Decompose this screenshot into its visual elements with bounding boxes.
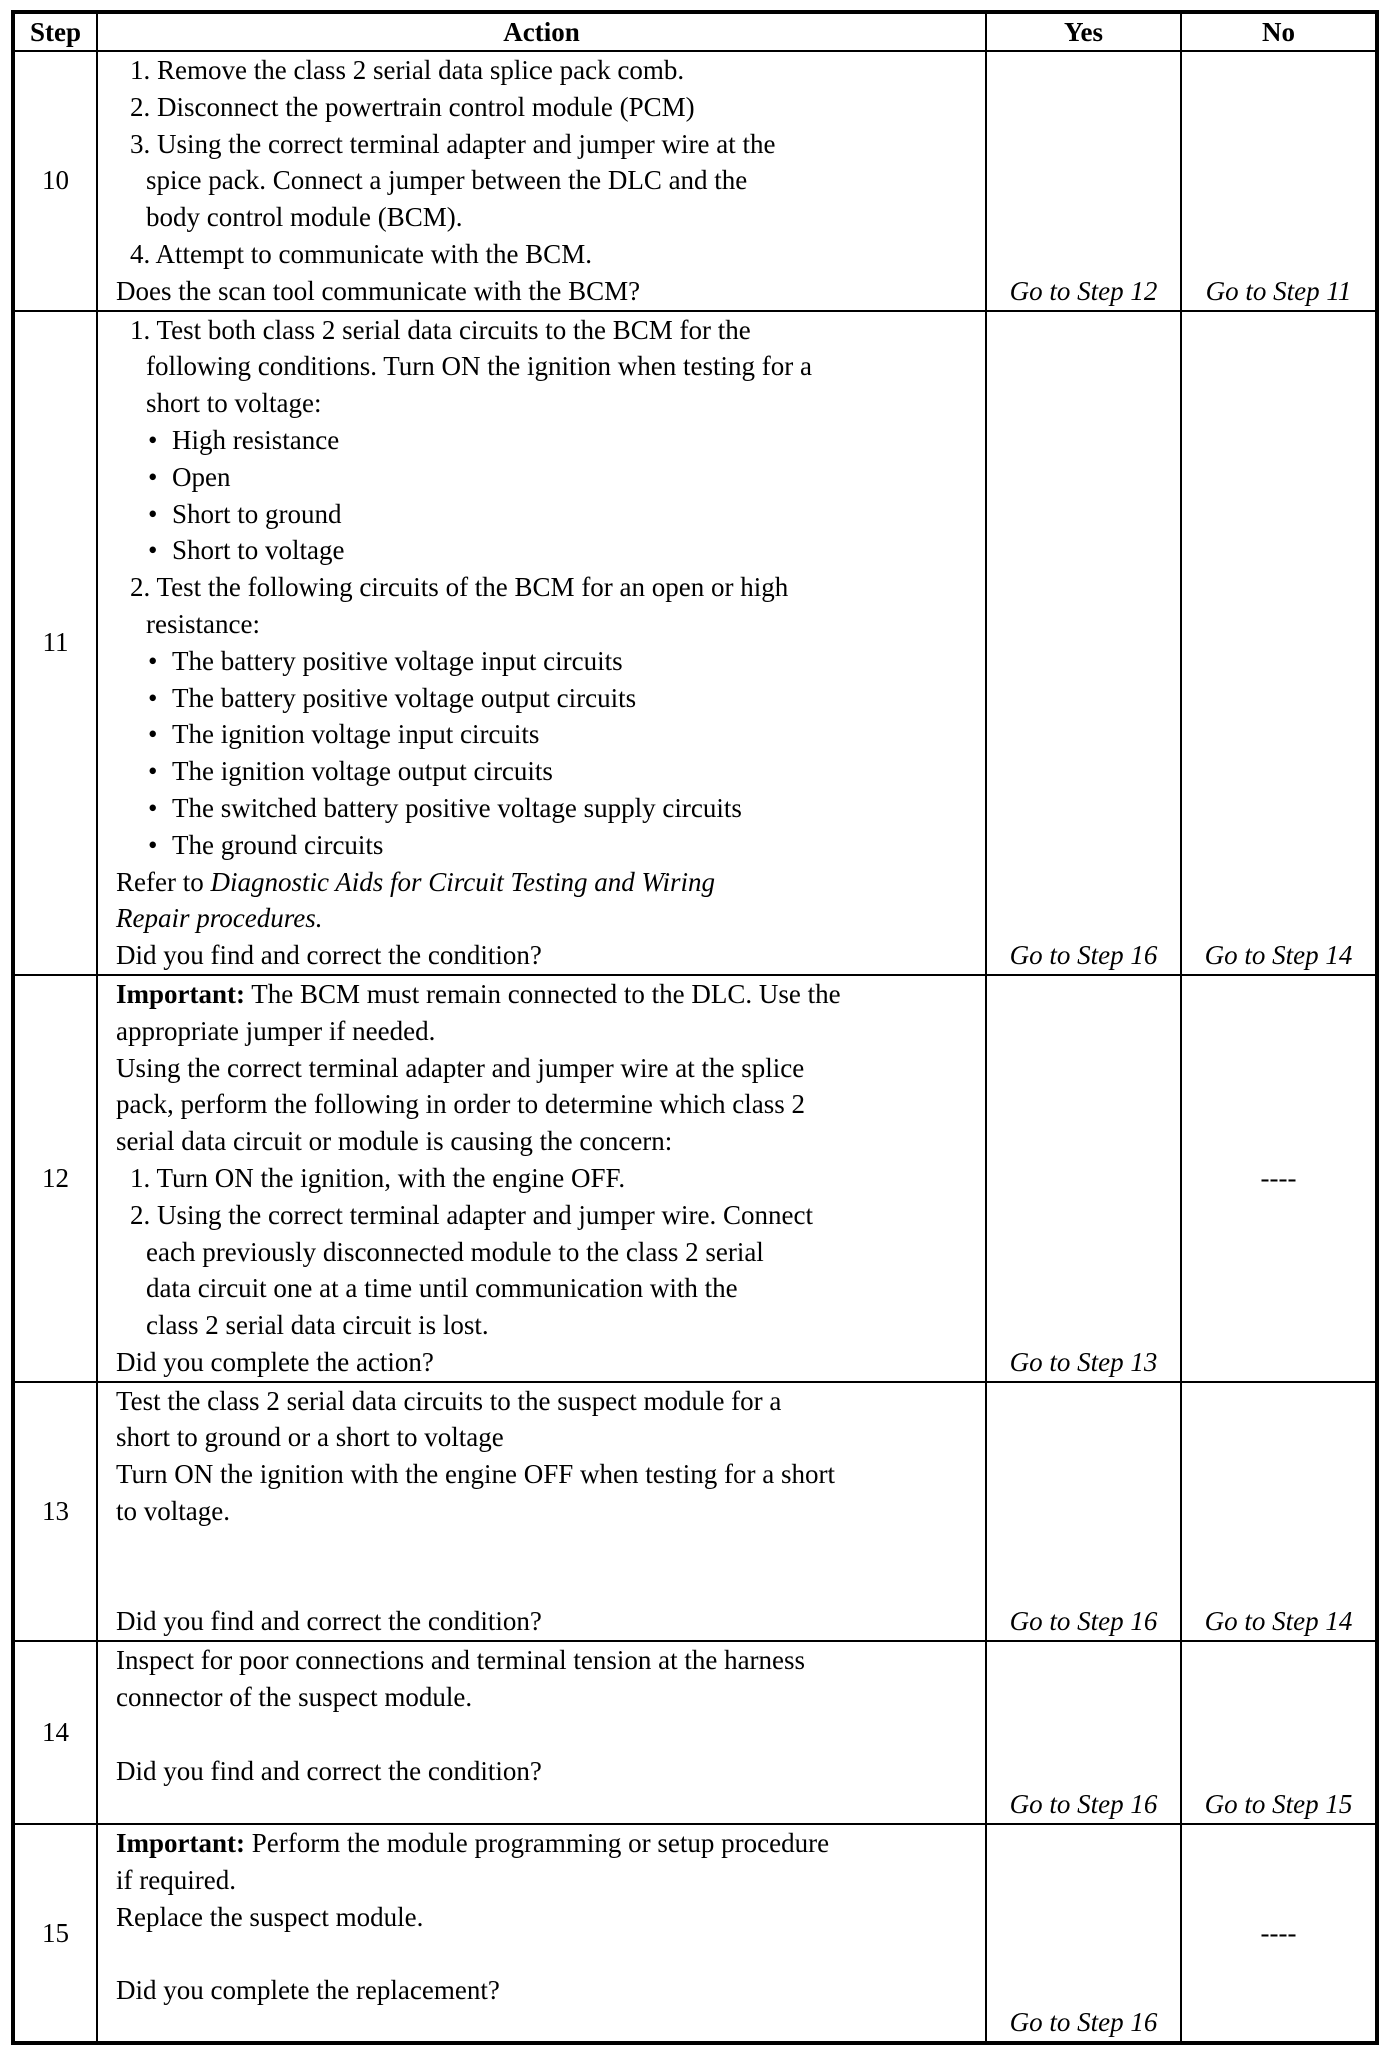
action-question: Did you find and correct the condition? (116, 1755, 542, 1786)
table-row (13, 311, 1377, 975)
bullet-icon: • (148, 829, 158, 860)
yes-result: Go to Step 16 (986, 311, 1181, 975)
header-yes: Yes (986, 12, 1181, 51)
action-line: 4. Attempt to communicate with the BCM. (130, 238, 592, 269)
action-line: class 2 serial data circuit is lost. (146, 1310, 489, 1341)
action-text (97, 1641, 986, 1824)
action-line: short to voltage: (146, 388, 322, 419)
action-line: spice pack. Connect a jumper between the DLC and the (146, 165, 748, 196)
bullet-item: • The battery positive voltage input circuits (116, 643, 985, 680)
no-result: Go to Step 15 (1181, 1641, 1377, 1824)
bullet-icon: • (148, 756, 158, 787)
table-row (13, 1824, 1377, 2043)
action-text (97, 311, 986, 975)
step-number: 14 (13, 1641, 97, 1824)
action-question: Did you complete the replacement? (116, 1975, 500, 2006)
action-question: Does the scan tool communicate with the BCM? (116, 275, 641, 306)
action-line: appropriate jumper if needed. (116, 1015, 436, 1046)
bullet-item: • Short to ground (116, 496, 985, 533)
no-result: Go to Step 14 (1181, 311, 1377, 975)
bullet-item: • The ignition voltage output circuits (116, 753, 985, 790)
action-line: 1. Turn ON the ignition, with the engine OFF. (130, 1162, 626, 1193)
reference-line: Refer to Diagnostic Aids for Circuit Testing and Wiring (116, 866, 716, 897)
action-line: 2. Test the following circuits of the BCM for an open or high (130, 572, 789, 603)
action-question: Did you complete the action? (116, 1346, 434, 1377)
important-label: Important: (116, 1828, 245, 1859)
action-line: Replace the suspect module. (116, 1901, 424, 1932)
header-step: Step (13, 12, 97, 51)
action-line: Inspect for poor connections and terminal tension at the harness (116, 1645, 806, 1676)
diagnostic-table (11, 10, 1379, 2045)
action-text (97, 1824, 986, 2043)
action-line: Test the class 2 serial data circuits to the suspect module for a (116, 1385, 782, 1416)
action-line: serial data circuit or module is causing the concern: (116, 1126, 673, 1157)
header-action: Action (97, 12, 986, 51)
bullet-item: • High resistance (116, 422, 985, 459)
table-row (13, 1641, 1377, 1824)
important-note: Important: The BCM must remain connected to the DLC. Use the (116, 978, 841, 1009)
header-row (13, 12, 1377, 51)
bullet-icon: • (148, 682, 158, 713)
important-label: Important: (116, 978, 245, 1009)
yes-result: Go to Step 12 (986, 51, 1181, 311)
bullet-item: • The ignition voltage input circuits (116, 716, 985, 753)
no-result: Go to Step 14 (1181, 1382, 1377, 1642)
action-line: Using the correct terminal adapter and jumper wire at the splice (116, 1052, 805, 1083)
bullet-icon: • (148, 719, 158, 750)
action-line: to voltage. (116, 1496, 230, 1527)
no-result: Go to Step 11 (1181, 51, 1377, 311)
no-result: ---- (1181, 975, 1377, 1382)
table-row (13, 975, 1377, 1382)
action-line: 2. Disconnect the powertrain control module (PCM) (130, 91, 695, 122)
step-number: 15 (13, 1824, 97, 2043)
bullet-item: • The battery positive voltage output circuits (116, 680, 985, 717)
action-question: Did you find and correct the condition? (116, 940, 542, 971)
yes-result: Go to Step 16 (986, 1824, 1181, 2043)
bullet-icon: • (148, 645, 158, 676)
table-row (13, 1382, 1377, 1642)
action-line: resistance: (146, 608, 260, 639)
action-text (97, 975, 986, 1382)
action-line: pack, perform the following in order to determine which class 2 (116, 1089, 806, 1120)
action-line: short to ground or a short to voltage (116, 1422, 504, 1453)
yes-result: Go to Step 16 (986, 1641, 1181, 1824)
header-no: No (1181, 12, 1377, 51)
bullet-icon: • (148, 498, 158, 529)
action-line: connector of the suspect module. (116, 1682, 473, 1713)
bullet-item: • Short to voltage (116, 532, 985, 569)
action-line: Turn ON the ignition with the engine OFF when testing for a short (116, 1459, 835, 1490)
action-line: following conditions. Turn ON the ignition when testing for a (146, 351, 812, 382)
action-question: Did you find and correct the condition? (116, 1606, 542, 1637)
bullet-icon: • (148, 535, 158, 566)
action-line: each previously disconnected module to the class 2 serial (146, 1236, 764, 1267)
no-result: ---- (1181, 1824, 1377, 2043)
step-number: 10 (13, 51, 97, 311)
action-line: 1. Remove the class 2 serial data splice pack comb. (130, 55, 685, 85)
action-text (97, 1382, 986, 1642)
action-line: body control module (BCM). (146, 202, 463, 233)
step-number: 11 (13, 311, 97, 975)
reference-line: Repair procedures. (116, 903, 323, 934)
action-line: 1. Test both class 2 serial data circuits to the BCM for the (130, 314, 751, 345)
yes-result: Go to Step 13 (986, 975, 1181, 1382)
table-row (13, 51, 1377, 311)
step-number: 13 (13, 1382, 97, 1642)
reference-title: Diagnostic Aids for Circuit Testing and Wiring (210, 866, 716, 897)
yes-result: Go to Step 16 (986, 1382, 1181, 1642)
bullet-icon: • (148, 461, 158, 492)
step-number: 12 (13, 975, 97, 1382)
action-line: data circuit one at a time until communication with the (146, 1273, 738, 1304)
bullet-icon: • (148, 424, 158, 455)
important-note: Important: Perform the module programming or setup procedure (116, 1828, 830, 1859)
action-line: 2. Using the correct terminal adapter and jumper wire. Connect (130, 1199, 814, 1230)
bullet-item: • Open (116, 459, 985, 496)
action-line: if required. (116, 1865, 236, 1896)
action-text (97, 51, 986, 311)
bullet-item: • The switched battery positive voltage supply circuits (116, 790, 985, 827)
action-line: 3. Using the correct terminal adapter and jumper wire at the (130, 128, 776, 159)
bullet-icon: • (148, 792, 158, 823)
bullet-item: • The ground circuits (116, 827, 985, 864)
